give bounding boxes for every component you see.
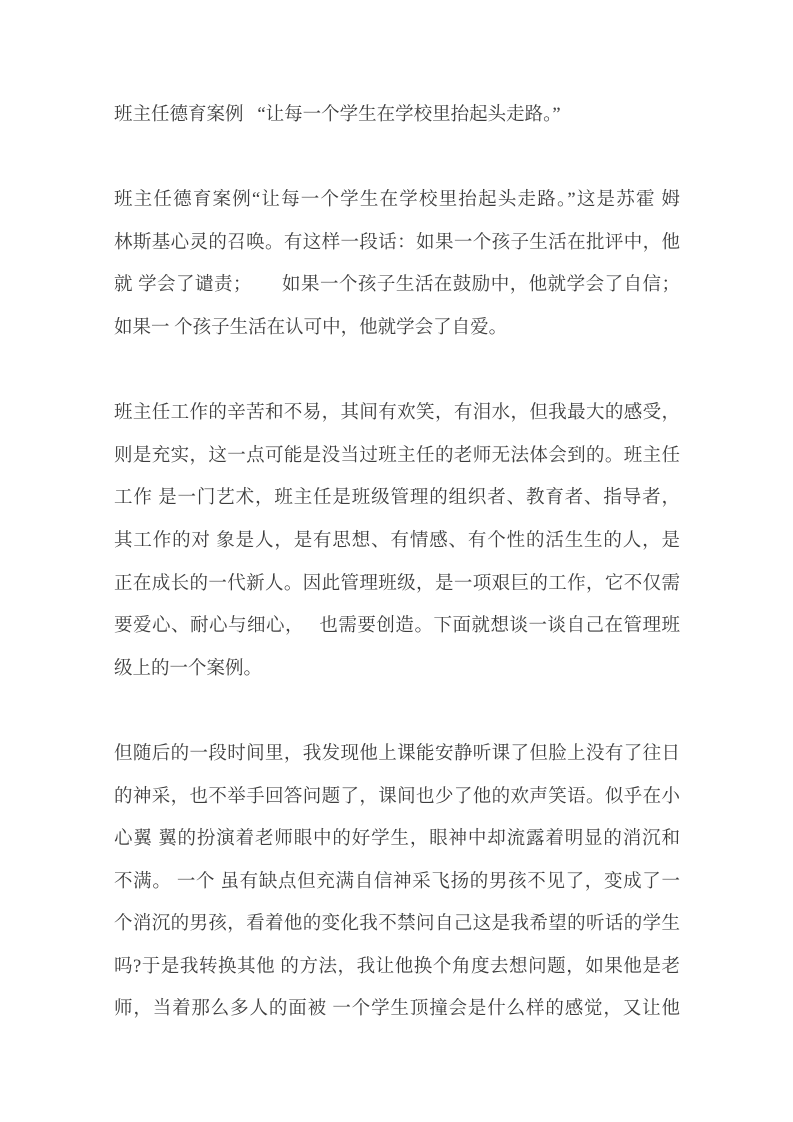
text-line: 其工作的对 象是人，是有思想、有情感、有个性的活生生的人，是 (114, 530, 680, 551)
paragraph-work-reflection (114, 392, 680, 690)
text-line: 要爱心、耐心与细心， 也需要创造。下面就想谈一谈自己在管理班 (114, 616, 680, 637)
text-line: 师，当着那么多人的面被 一个学生顶撞会是什么样的感觉，又让他 (114, 999, 680, 1020)
text-line: 林斯基心灵的召唤。有这样一段话：如果一个孩子生活在批评中，他 (114, 232, 680, 253)
text-line: 工作 是一门艺术，班主任是班级管理的组织者、教育者、指导者， (114, 488, 680, 509)
text-line: 正在成长的一代新人。因此管理班级，是一项艰巨的工作，它不仅需 (114, 573, 680, 594)
text-line: 级上的一个案例。 (114, 658, 263, 679)
text-line: 的神采，也不举手回答问题了，课间也少了他的欢声笑语。似乎在小 (114, 786, 680, 807)
text-line: 吗?于是我转换其他 的方法，我让他换个角度去想问题，如果他是老 (114, 956, 680, 977)
text-line: 但随后的一段时间里，我发现他上课能安静听课了但脸上没有了往日 (114, 743, 680, 764)
text-line: 班主任工作的辛苦和不易，其间有欢笑，有泪水，但我最大的感受， (114, 403, 680, 424)
text-line: 如果一 个孩子生活在认可中，他就学会了自爱。 (114, 317, 508, 338)
text-line: 心翼 翼的扮演着老师眼中的好学生，眼神中却流露着明显的消沉和 (114, 829, 680, 850)
text-line: 个消沉的男孩，看着他的变化我不禁问自己这是我希望的听话的学生 (114, 914, 680, 935)
paragraph-case-story (114, 733, 680, 1031)
paragraph-intro (114, 179, 680, 349)
document-content (114, 94, 680, 1031)
text-line: 不满。 一个 虽有缺点但充满自信神采飞扬的男孩不见了，变成了一 (114, 871, 680, 892)
text-line: 班主任德育案例“让每一个学生在学校里抬起头走路。”这是苏霍 姆 (114, 190, 680, 211)
text-line: 则是充实，这一点可能是没当过班主任的老师无法体会到的。班主任 (114, 445, 680, 466)
text-line: 就 学会了谴责； 如果一个孩子生活在鼓励中，他就学会了自信； (114, 275, 680, 296)
document-title: 班主任德育案例 “让每一个学生在学校里抬起头走路。” (114, 105, 561, 125)
